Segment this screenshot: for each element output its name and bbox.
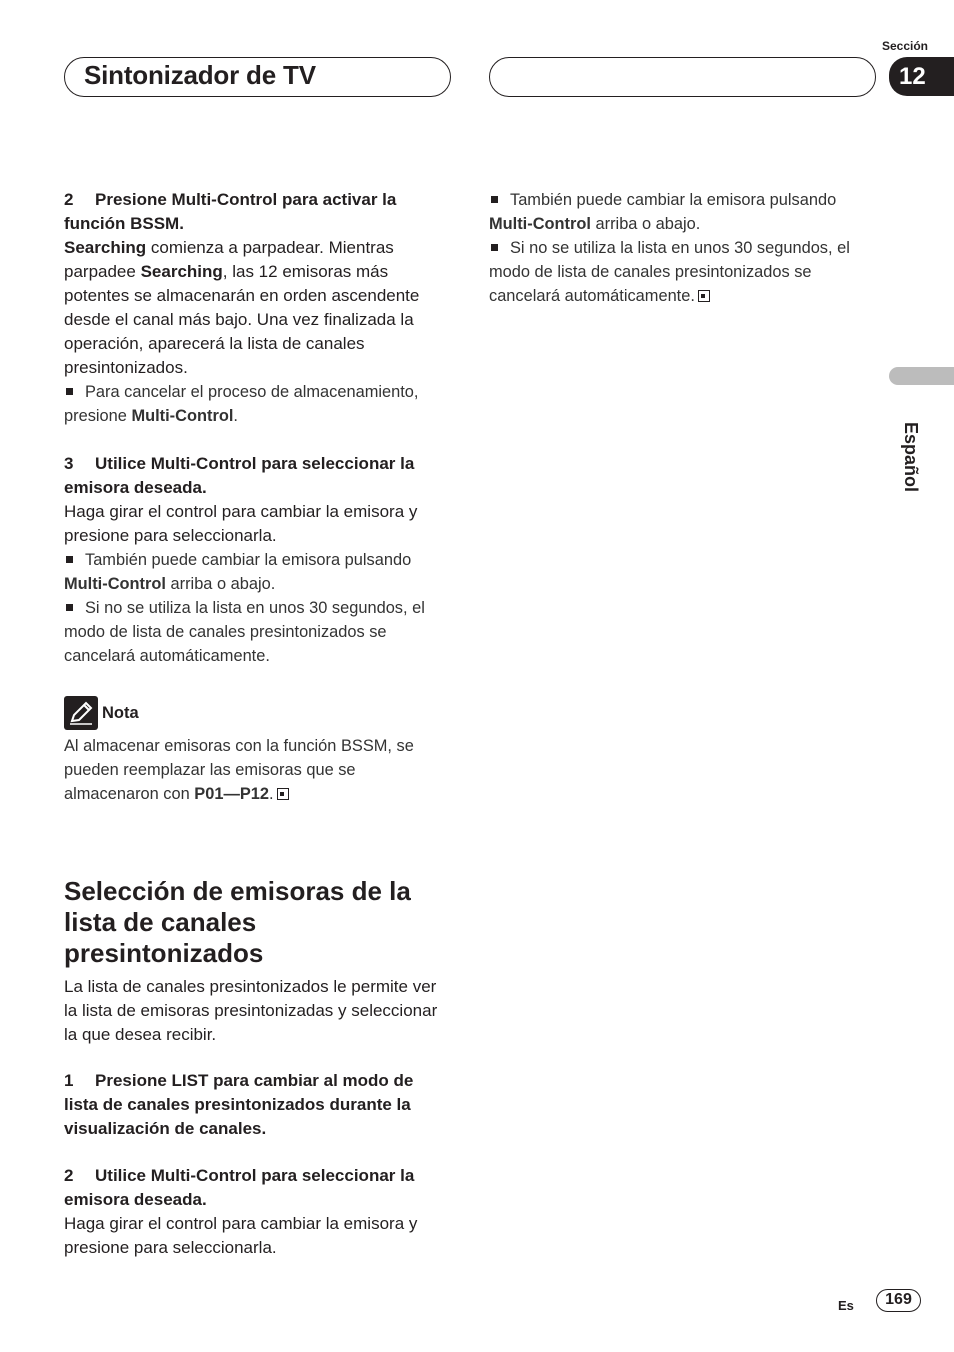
text-run: comienza a parpadear. Mientras parpadee: [64, 238, 394, 281]
step-title: Utilice Multi-Control para seleccionar la emisora deseada.: [64, 454, 415, 497]
step-3-heading: [64, 452, 448, 500]
bold-term: Multi-Control: [489, 215, 591, 233]
step-number: 3: [64, 454, 74, 473]
left-column: [64, 188, 448, 1260]
bullet-square-icon: [491, 244, 498, 251]
spacer: [64, 806, 448, 876]
bullet-item: [489, 188, 873, 236]
pencil-note-icon: [64, 696, 98, 730]
step-number: 2: [64, 1166, 74, 1185]
text-run: También puede cambiar la emisora pulsando: [510, 191, 837, 209]
text-run: También puede cambiar la emisora pulsando: [85, 551, 412, 569]
bold-term: Searching: [140, 262, 223, 281]
language-tab-marker: [889, 367, 954, 385]
text-run: Para cancelar el proceso de almacenamiento, presione: [64, 383, 419, 425]
bullet-item: [489, 236, 873, 308]
chapter-title: Sintonizador de TV: [84, 60, 316, 90]
step-number: 2: [64, 190, 74, 209]
text-run: .: [233, 407, 238, 425]
step-3-body: Haga girar el control para cambiar la emisora y presione para seleccionarla.: [64, 502, 418, 545]
note-title: Nota: [102, 704, 139, 722]
bullet-item: [64, 380, 448, 428]
end-mark-icon: [698, 290, 710, 302]
text-run: arriba o abajo.: [165, 575, 276, 593]
step-title: Utilice Multi-Control para seleccionar la emisora deseada.: [64, 1166, 415, 1209]
page-number: 169: [876, 1289, 921, 1312]
step-title: Presione LIST para cambiar al modo de lista de canales presintonizados durante la visualización de canales.: [64, 1071, 414, 1138]
bullet-item: [64, 548, 448, 596]
section-heading: Selección de emisoras de la lista de canales presintonizados: [64, 876, 411, 968]
sel-step-1-heading: [64, 1069, 448, 1141]
header-empty-frame: [489, 57, 876, 97]
bullet-square-icon: [491, 196, 498, 203]
bullet-square-icon: [66, 388, 73, 395]
spacer: [64, 1047, 448, 1069]
spacer: [64, 428, 448, 452]
bold-term: Searching: [64, 238, 147, 257]
section-intro: La lista de canales presintonizados le permite ver la lista de emisoras presintonizadas y seleccionar la que desea recibir.: [64, 977, 438, 1044]
text-run: arriba o abajo.: [590, 215, 701, 233]
end-mark-icon: [277, 788, 289, 800]
pencil-icon: [64, 696, 98, 730]
step-number: 1: [64, 1071, 74, 1090]
text-run: Si no se utiliza la lista en unos 30 segundos, el modo de lista de canales presintonizados se cancelará automáticamente.: [64, 599, 425, 665]
bullet-square-icon: [66, 604, 73, 611]
step-2-heading: [64, 188, 448, 236]
bold-term: Multi-Control: [131, 407, 234, 425]
text-run: Si no se utiliza la lista en unos 30 segundos, el modo de lista de canales presintonizados se cancelará automáticamente.: [489, 239, 850, 305]
note-header: [64, 696, 448, 730]
step-title: Presione Multi-Control para activar la función BSSM.: [64, 190, 397, 233]
spacer: [64, 668, 448, 696]
sel-step-2-body: Haga girar el control para cambiar la emisora y presione para seleccionarla.: [64, 1214, 418, 1257]
language-label: Español: [901, 422, 921, 493]
text-run: Al almacenar emisoras con la función BSSM, se pueden reemplazar las emisoras que se almacenaron con: [64, 737, 414, 803]
footer-language-code: Es: [838, 1298, 854, 1313]
bold-term: P01—P12: [194, 785, 270, 803]
bold-term: Multi-Control: [64, 575, 166, 593]
bullet-square-icon: [66, 556, 73, 563]
section-number-tab: 12: [889, 57, 954, 96]
right-column: [489, 188, 873, 308]
bullet-item: [64, 596, 448, 668]
note-body: [64, 734, 448, 806]
section-label: Sección: [881, 39, 928, 53]
spacer: [64, 1141, 448, 1164]
sel-step-2-heading: [64, 1164, 448, 1212]
text-run: , las 12 emisoras más potentes se almacenarán en orden ascendente desde el canal más bajo. Una vez finalizada la operación, aparecerá la lista de canales presintonizados.: [64, 262, 420, 377]
step-2-body: [64, 236, 448, 380]
text-run: .: [269, 785, 274, 803]
